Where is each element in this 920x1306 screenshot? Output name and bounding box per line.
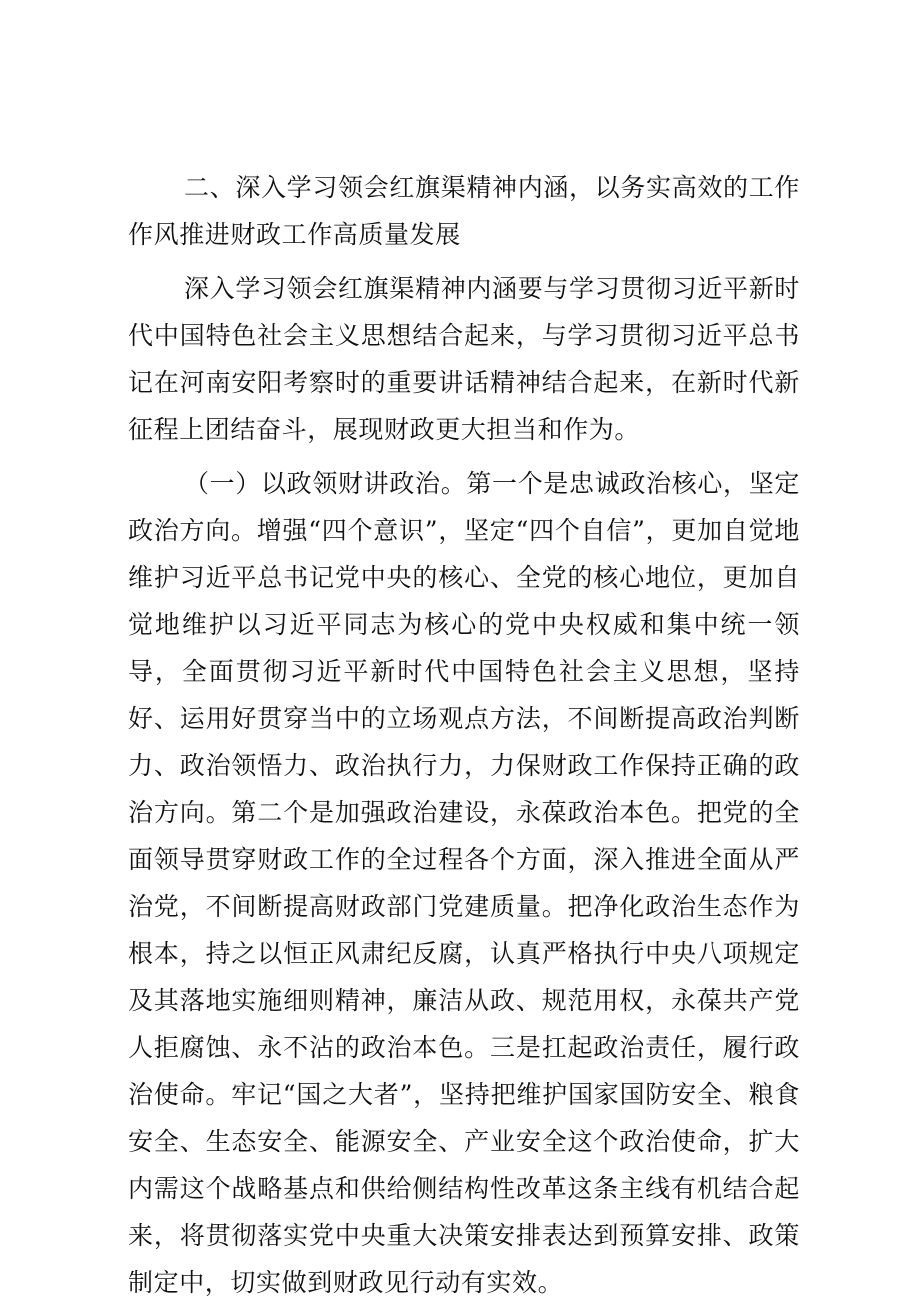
document-body — [128, 164, 800, 1306]
section-heading: 二、深入学习领会红旗渠精神内涵，以务实高效的工作作风推进财政工作高质量发展 — [128, 173, 800, 249]
paragraph-intro: 深入学习领会红旗渠精神内涵要与学习贯彻习近平新时代中国特色社会主义思想结合起来，与学习贯彻习近平总书记在河南安阳考察时的重要讲话精神结合起来，在新时代新征程上团结奋斗，展现财政更大担当和作为。 — [128, 274, 800, 444]
paragraph-politics: （一）以政领财讲政治。第一个是忠诚政治核心，坚定政治方向。增强“四个意识”，坚定“四个自信”，更加自觉地维护习近平总书记党中央的核心、全党的核心地位，更加自觉地维护以习近平同志为核心的党中央权威和集中统一领导，全面贯彻习近平新时代中国特色社会主义思想，坚持好、运用好贯穿当中的立场观点方法，不间断提高政治判断力、政治领悟力、政治执行力，力保财政工作保持正确的政治方向。第二个是加强政治建设，永葆政治本色。把党的全面领导贯穿财政工作的全过程各个方面，深入推进全面从严治党，不间断提高财政部门党建质量。把净化政治生态作为根本，持之以恒正风肃纪反腐，认真严格执行中央八项规定及其落地实施细则精神，廉洁从政、规范用权，永葆共产党人拒腐蚀、永不沾的政治本色。三是扛起政治责任，履行政治使命。牢记“国之大者”，坚持把维护国家国防安全、粮食安全、生态安全、能源安全、产业安全这个政治使命，扩大内需这个战略基点和供给侧结构性改革这条主线有机结合起来，将贯彻落实党中央重大决策安排表达到预算安排、政策制定中，切实做到财政见行动有实效。 — [128, 469, 800, 1297]
